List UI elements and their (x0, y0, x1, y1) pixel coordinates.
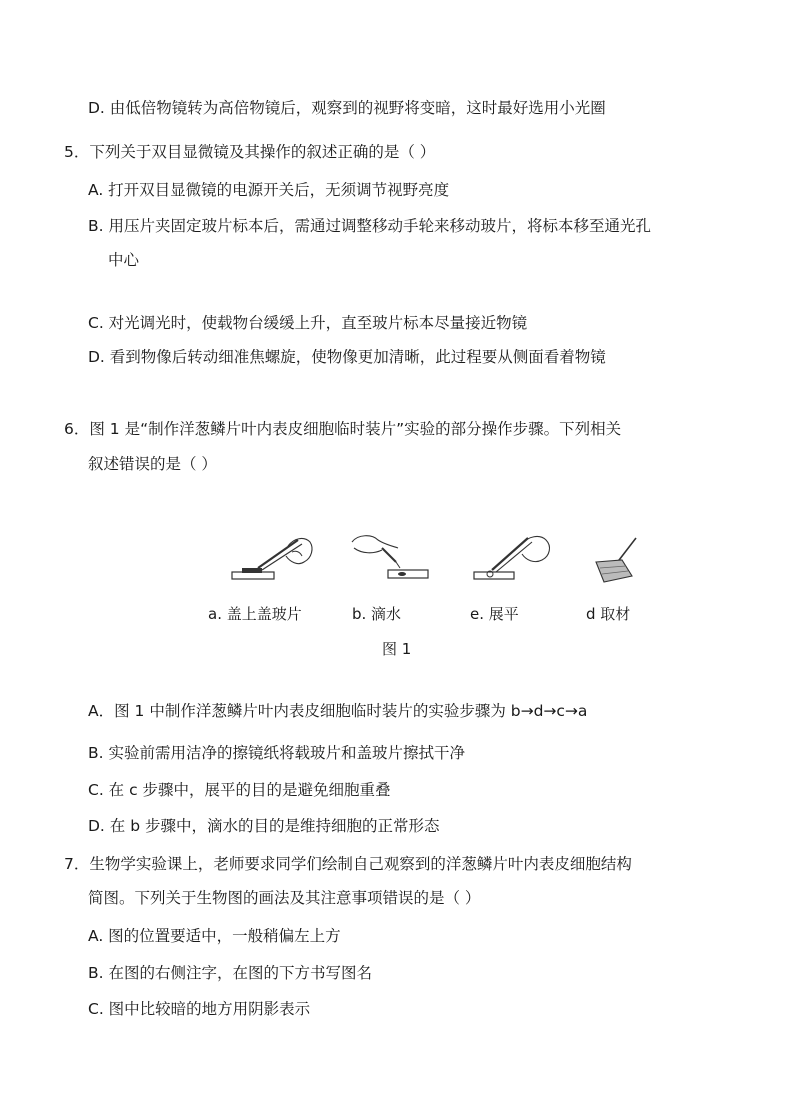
q7-option-a: A. 图的位置要适中，一般稍偏左上方 (88, 927, 341, 945)
step-a-cover-slip-illustration (228, 532, 318, 584)
q5-option-d: D. 看到物像后转动细准焦螺旋，使物像更加清晰，此过程要从侧面看着物镜 (88, 348, 606, 366)
q7-stem-line1: 7．生物学实验课上，老师要求同学们绘制自己观察到的洋葱鳞片叶内表皮细胞结构 (64, 855, 632, 873)
step-b-drop-water-illustration (348, 532, 432, 584)
step-e-flatten-illustration (470, 532, 554, 586)
q7-stem-line2: 简图。下列关于生物图的画法及其注意事项错误的是（ ） (88, 889, 481, 907)
caption-step-d: d 取材 (586, 605, 631, 623)
step-d-take-material-illustration (592, 536, 644, 588)
q6-option-c: C. 在 c 步骤中，展平的目的是避免细胞重叠 (88, 781, 391, 799)
q6-stem-line1: 6．图 1 是“制作洋葱鳞片叶内表皮细胞临时装片”实验的部分操作步骤。下列相关 (64, 420, 622, 438)
q5-option-a: A. 打开双目显微镜的电源开关后，无须调节视野亮度 (88, 181, 450, 199)
q4-option-d: D. 由低倍物镜转为高倍物镜后，观察到的视野将变暗，这时最好选用小光圈 (88, 99, 606, 117)
q6-option-b: B. 实验前需用洁净的擦镜纸将载玻片和盖玻片擦拭干净 (88, 744, 465, 762)
q5-stem: 5．下列关于双目显微镜及其操作的叙述正确的是（ ） (64, 143, 436, 161)
q6-option-d: D. 在 b 步骤中，滴水的目的是维持细胞的正常形态 (88, 817, 440, 835)
caption-step-e: e. 展平 (470, 605, 519, 623)
q7-option-b: B. 在图的右侧注字，在图的下方书写图名 (88, 964, 372, 982)
q5-option-b-line1: B. 用压片夹固定玻片标本后，需通过调整移动手轮来移动玻片，将标本移至通光孔 (88, 217, 651, 235)
caption-step-b: b. 滴水 (352, 605, 402, 623)
q7-option-c: C. 图中比较暗的地方用阴影表示 (88, 1000, 311, 1018)
q5-option-c: C. 对光调光时，使载物台缓缓上升，直至玻片标本尽量接近物镜 (88, 314, 528, 332)
caption-step-a: a. 盖上盖玻片 (208, 605, 302, 623)
q5-option-b-line2: 中心 (108, 251, 140, 269)
q6-stem-line2: 叙述错误的是（ ） (88, 455, 217, 473)
q6-option-a: A．图 1 中制作洋葱鳞片叶内表皮细胞临时装片的实验步骤为 b→d→c→a (88, 702, 588, 720)
figure-title: 图 1 (382, 640, 412, 658)
